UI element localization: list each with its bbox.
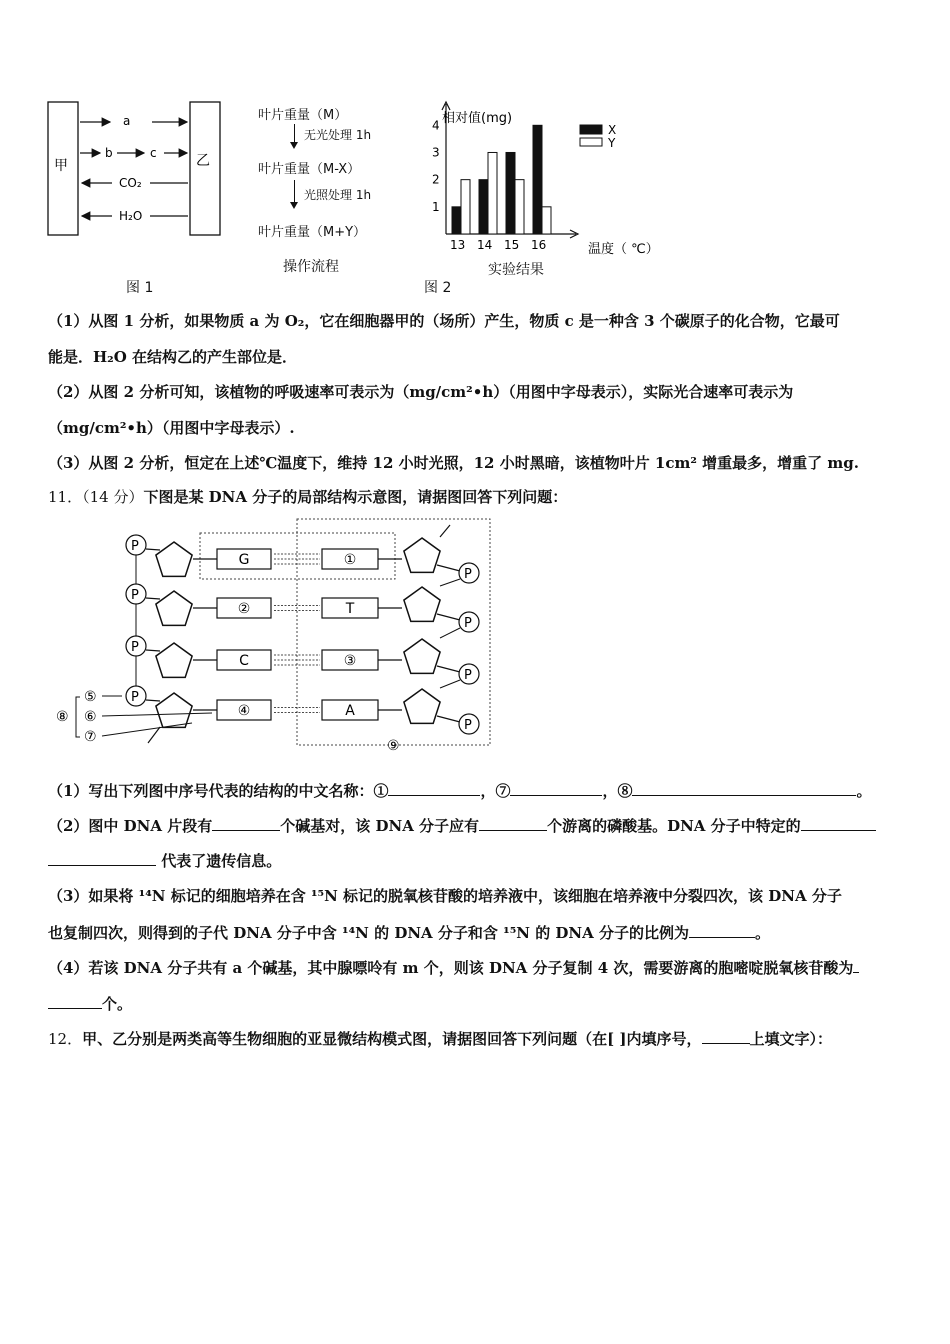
x-tick-label: 15 [504,238,520,252]
callout-5: ⑤ [84,689,97,705]
phosphate-left-label: P [131,539,139,554]
deoxyribose-left [156,542,192,576]
label-jia: 甲 [54,158,68,174]
bar-x-13 [452,207,461,234]
base-left-label: G [238,552,250,568]
deoxyribose-right [404,538,440,572]
q11-number: 11． [48,488,83,506]
callout-7-leader [102,723,192,736]
dna-structure-svg [52,515,497,755]
bar-y-13 [461,180,470,234]
flow-caption: 操作流程 [283,259,339,275]
q11-part2-c: 个游离的磷酸基。DNA 分子中特定的 [547,817,801,835]
q11-part1-end: 。 [856,782,872,800]
figure-2-chart [418,96,668,266]
chart-subtitle: 实验结果 [488,262,544,278]
q11-part1-sep1: ，⑦ [480,782,511,800]
callout-6: ⑥ [84,709,97,725]
q11-part4-line1 [48,958,918,978]
bar-x-16 [533,125,542,234]
q11-part1-sep2: ，⑧ [602,782,633,800]
y-tick-label: 1 [432,199,440,214]
bar-x-14 [479,180,488,234]
flow-step-3: 叶片重量（M+Y） [258,225,367,240]
phosphate-right-label: P [464,668,472,683]
legend-label-y: Y [608,136,616,150]
q11-part4-line2 [48,994,918,1014]
backbone-right-top [440,525,450,537]
deoxyribose-right [404,639,440,673]
q11-stem [48,487,918,507]
phosphate-right-label: P [464,616,472,631]
deoxyribose-left [156,693,192,727]
callout-8: ⑧ [56,709,69,725]
flow-arrowhead-2 [290,202,298,209]
x-tick-label: 13 [450,238,466,252]
q11-part3-line1: （3）如果将 ¹⁴N 标记的细胞培养在含 ¹⁵N 标记的脱氧核苷酸的培养液中，该细胞在培养液中分裂四次，该 DNA 分子 [48,887,842,905]
flow-treat-1: 无光处理 1h [304,128,372,142]
y-tick-label: 2 [432,172,440,187]
chart-title: 相对值(mg) [442,111,513,126]
bar-y-14 [488,152,497,234]
legend-label-x: X [608,123,617,137]
bond-right-phosphate [437,716,460,722]
q11-part2 [48,816,918,836]
q11-score: （14 分） [82,488,144,506]
deoxyribose-right [404,587,440,621]
q11-part1 [48,781,918,801]
callout-9: ⑨ [387,738,400,754]
x-axis-label: 温度（ ℃） [588,242,659,257]
q11-part2-a: （2）图中 DNA 片段有 [48,817,213,835]
q12-number: 12． [48,1030,83,1048]
bond-right-phosphate [437,666,460,672]
dna-diagram [52,515,497,755]
flow-treat-2: 光照处理 1h [304,188,372,202]
q10-part3-line1: （3）从图 2 分析，恒定在上述℃温度下，维持 12 小时光照，12 小时黑暗，该植物叶片 1cm² 增重最多，增重了 mg. [48,454,859,472]
q11-part1-text: （1）写出下列图中序号代表的结构的中文名称：① [48,782,389,800]
figure-1-diagram [40,95,230,300]
q10-part2-line2: （mg/cm²•h）（用图中字母表示）. [48,419,295,437]
q11-part2-d: 代表了遗传信息。 [161,852,282,870]
q11-part4-end: 个。 [102,995,133,1013]
blank-base-pairs[interactable] [212,816,280,831]
flow-step-1: 叶片重量（M） [258,108,348,123]
bond-left-phosphate [146,549,160,550]
blank-ratio[interactable] [689,923,755,938]
blank-cytosine-1[interactable] [853,958,859,973]
blank-genetic-info-2[interactable] [48,851,156,866]
base-right-label: A [345,703,355,719]
phosphate-left-label: P [131,588,139,603]
backbone-right [440,680,460,688]
callout-6-leader [102,713,212,716]
q11-part2-b: 个碱基对，该 DNA 分子应有 [280,817,480,835]
flow-arrowhead-1 [290,142,298,149]
blank-7[interactable] [510,781,602,796]
bond-right-phosphate [437,614,460,620]
label-c: c [150,146,157,160]
base-right-label: ③ [343,653,357,669]
q11-part3-line2b: 。 [755,924,771,942]
bar-y-15 [515,180,524,234]
bar-chart [418,96,668,266]
flow-step-2: 叶片重量（M-X） [258,162,361,177]
bond-left-phosphate [146,598,160,599]
label-a: a [123,114,131,128]
q11-part2-line2 [48,851,918,871]
y-tick-label: 3 [432,145,440,160]
q11-part4-text: （4）若该 DNA 分子共有 a 个碱基，其中腺嘌呤有 m 个，则该 DNA 分子复制 4 次，需要游离的胞嘧啶脱氧核苷酸为 [48,959,854,977]
deoxyribose-left [156,643,192,677]
phosphate-left-label: P [131,690,139,705]
q10-part1-line2: 能是．H₂O 在结构乙的产生部位是． [48,348,298,366]
q12-text-a: 甲、乙分别是两类高等生物细胞的亚显微结构模式图，请据图回答下列问题（在[ ]内填序号， [82,1030,702,1048]
phosphate-left-label: P [131,640,139,655]
blank-genetic-info-1[interactable] [801,816,876,831]
y-tick-label: 4 [432,118,440,133]
bar-y-16 [542,207,551,234]
q11-part3-line2a: 也复制四次，则得到的子代 DNA 分子中含 ¹⁴N 的 DNA 分子和含 ¹⁵N 的 DNA 分子的比例为 [48,924,689,942]
q10-part1-line1: （1）从图 1 分析，如果物质 a 为 O₂，它在细胞器甲的（场所）产生，物质 c 是一种含 3 个碳原子的化合物，它最可 [48,312,840,330]
x-tick-label: 14 [477,238,493,252]
deoxyribose-right [404,689,440,723]
label-h2o: H₂O [119,209,143,223]
base-left-label: C [239,653,249,669]
flow-arrow-1 [294,124,295,144]
callout-7: ⑦ [84,729,97,745]
q11-part3-line2 [48,923,918,943]
operation-flow [258,100,408,280]
q11-stem-text: 下图是某 DNA 分子的局部结构示意图，请据图回答下列问题： [143,488,568,506]
blank-cytosine-2[interactable] [48,994,102,1009]
q10-part2-line1: （2）从图 2 分析可知，该植物的呼吸速率可表示为（mg/cm²•h）（用图中字母表示），实际光合速率可表示为 [48,383,794,401]
base-left-label: ② [237,601,251,617]
figure-1-caption: 图 1 [126,280,154,296]
legend-swatch-x [580,125,602,134]
legend-swatch-y [580,138,602,146]
backbone-right [440,579,460,586]
base-left-label: ④ [237,703,251,719]
deoxyribose-left [156,591,192,625]
callout-8-bracket [76,697,80,737]
q12-stem [48,1029,918,1049]
blank-phosphate[interactable] [479,816,547,831]
flow-arrow-2 [294,180,295,204]
figure-1 [40,95,230,300]
blank-1[interactable] [388,781,480,796]
base-right-label: T [345,601,355,617]
blank-8[interactable] [632,781,856,796]
backbone-right [440,628,460,638]
bond-right-phosphate [437,565,460,571]
blank-q12[interactable] [702,1029,750,1044]
label-co2: CO₂ [119,176,142,190]
figure-2-caption: 图 2 [424,280,452,296]
base-right-label: ① [343,552,357,568]
x-tick-label: 16 [531,238,547,252]
bar-x-15 [506,152,515,234]
phosphate-right-label: P [464,718,472,733]
bond-left-phosphate [146,700,160,701]
label-yi: 乙 [196,153,210,169]
label-b: b [105,146,113,160]
phosphate-right-label: P [464,567,472,582]
q12-text-b: 上填文字）： [749,1030,833,1048]
bond-left-phosphate [146,650,160,651]
